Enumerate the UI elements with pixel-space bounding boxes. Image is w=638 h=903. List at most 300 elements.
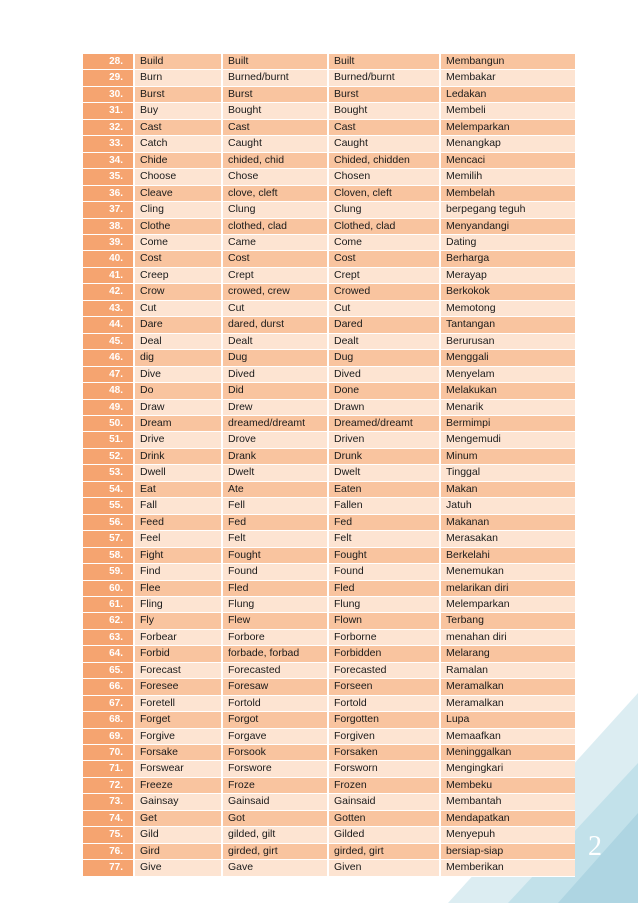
row-number-cell: 35.: [83, 169, 133, 185]
table-row: [83, 416, 575, 432]
table-row: [83, 301, 575, 317]
row-number-cell: 42.: [83, 284, 133, 300]
past-simple-cell: Fed: [223, 515, 327, 531]
row-number-cell: 75.: [83, 827, 133, 843]
row-number-cell: 41.: [83, 268, 133, 284]
past-simple-cell: Clung: [223, 202, 327, 218]
row-number-cell: 61.: [83, 597, 133, 613]
row-number-cell: 56.: [83, 515, 133, 531]
past-simple-cell: Fought: [223, 548, 327, 564]
translation-cell: Memberikan: [441, 860, 575, 876]
base-form-cell: Cleave: [135, 186, 221, 202]
past-participle-cell: Drawn: [329, 400, 439, 416]
table-row: [83, 844, 575, 860]
row-number-cell: 53.: [83, 465, 133, 481]
table-row: [83, 761, 575, 777]
past-simple-cell: Got: [223, 811, 327, 827]
translation-cell: Merayap: [441, 268, 575, 284]
past-simple-cell: Foresaw: [223, 679, 327, 695]
row-number-cell: 46.: [83, 350, 133, 366]
base-form-cell: Crow: [135, 284, 221, 300]
row-number-cell: 52.: [83, 449, 133, 465]
past-simple-cell: Forgot: [223, 712, 327, 728]
past-simple-cell: chided, chid: [223, 153, 327, 169]
base-form-cell: Give: [135, 860, 221, 876]
table-row: [83, 153, 575, 169]
past-simple-cell: Ate: [223, 482, 327, 498]
past-participle-cell: Forsaken: [329, 745, 439, 761]
past-simple-cell: Built: [223, 54, 327, 70]
past-participle-cell: Forborne: [329, 630, 439, 646]
translation-cell: bersiap-siap: [441, 844, 575, 860]
table-row: [83, 515, 575, 531]
base-form-cell: Burn: [135, 70, 221, 86]
past-simple-cell: Burst: [223, 87, 327, 103]
translation-cell: Terbang: [441, 613, 575, 629]
table-row: [83, 70, 575, 86]
table-row: [83, 202, 575, 218]
past-participle-cell: Crept: [329, 268, 439, 284]
row-number-cell: 65.: [83, 663, 133, 679]
base-form-cell: Fling: [135, 597, 221, 613]
past-participle-cell: Clung: [329, 202, 439, 218]
past-participle-cell: Eaten: [329, 482, 439, 498]
past-participle-cell: Frozen: [329, 778, 439, 794]
translation-cell: Bermimpi: [441, 416, 575, 432]
past-participle-cell: Forseen: [329, 679, 439, 695]
past-simple-cell: Found: [223, 564, 327, 580]
row-number-cell: 37.: [83, 202, 133, 218]
base-form-cell: Dive: [135, 367, 221, 383]
past-participle-cell: Built: [329, 54, 439, 70]
past-simple-cell: clove, cleft: [223, 186, 327, 202]
row-number-cell: 68.: [83, 712, 133, 728]
base-form-cell: Fight: [135, 548, 221, 564]
past-participle-cell: Cloven, cleft: [329, 186, 439, 202]
row-number-cell: 39.: [83, 235, 133, 251]
table-row: [83, 54, 575, 70]
translation-cell: Menyepuh: [441, 827, 575, 843]
table-row: [83, 613, 575, 629]
translation-cell: Berharga: [441, 251, 575, 267]
row-number-cell: 60.: [83, 581, 133, 597]
row-number-cell: 66.: [83, 679, 133, 695]
row-number-cell: 43.: [83, 301, 133, 317]
past-participle-cell: girded, girt: [329, 844, 439, 860]
past-participle-cell: Forgiven: [329, 729, 439, 745]
base-form-cell: Forgive: [135, 729, 221, 745]
table-row: [83, 531, 575, 547]
translation-cell: Memilih: [441, 169, 575, 185]
base-form-cell: Gainsay: [135, 794, 221, 810]
translation-cell: Melakukan: [441, 383, 575, 399]
row-number-cell: 55.: [83, 498, 133, 514]
translation-cell: Ramalan: [441, 663, 575, 679]
past-participle-cell: Dwelt: [329, 465, 439, 481]
past-simple-cell: Did: [223, 383, 327, 399]
translation-cell: Memotong: [441, 301, 575, 317]
translation-cell: Menangkap: [441, 136, 575, 152]
translation-cell: Melemparkan: [441, 120, 575, 136]
table-row: [83, 581, 575, 597]
table-row: [83, 449, 575, 465]
past-simple-cell: Drew: [223, 400, 327, 416]
past-simple-cell: Dived: [223, 367, 327, 383]
row-number-cell: 31.: [83, 103, 133, 119]
past-simple-cell: Drank: [223, 449, 327, 465]
base-form-cell: Cost: [135, 251, 221, 267]
base-form-cell: Find: [135, 564, 221, 580]
row-number-cell: 76.: [83, 844, 133, 860]
table-row: [83, 383, 575, 399]
past-simple-cell: Gainsaid: [223, 794, 327, 810]
translation-cell: Memaafkan: [441, 729, 575, 745]
base-form-cell: Get: [135, 811, 221, 827]
translation-cell: Mencaci: [441, 153, 575, 169]
base-form-cell: Feel: [135, 531, 221, 547]
row-number-cell: 58.: [83, 548, 133, 564]
past-participle-cell: Felt: [329, 531, 439, 547]
table-row: [83, 400, 575, 416]
translation-cell: Membeku: [441, 778, 575, 794]
base-form-cell: Do: [135, 383, 221, 399]
translation-cell: berpegang teguh: [441, 202, 575, 218]
row-number-cell: 28.: [83, 54, 133, 70]
table-row: [83, 696, 575, 712]
past-participle-cell: Dealt: [329, 334, 439, 350]
table-row: [83, 663, 575, 679]
table-row: [83, 778, 575, 794]
translation-cell: Mengingkari: [441, 761, 575, 777]
table-row: [83, 169, 575, 185]
base-form-cell: Dwell: [135, 465, 221, 481]
row-number-cell: 30.: [83, 87, 133, 103]
base-form-cell: Feed: [135, 515, 221, 531]
past-simple-cell: Drove: [223, 432, 327, 448]
past-simple-cell: Dwelt: [223, 465, 327, 481]
table-row: [83, 284, 575, 300]
translation-cell: melarikan diri: [441, 581, 575, 597]
translation-cell: menahan diri: [441, 630, 575, 646]
past-simple-cell: Fled: [223, 581, 327, 597]
base-form-cell: Eat: [135, 482, 221, 498]
table-row: [83, 729, 575, 745]
table-row: [83, 745, 575, 761]
past-simple-cell: Dug: [223, 350, 327, 366]
base-form-cell: Freeze: [135, 778, 221, 794]
base-form-cell: Catch: [135, 136, 221, 152]
row-number-cell: 70.: [83, 745, 133, 761]
translation-cell: Menemukan: [441, 564, 575, 580]
row-number-cell: 74.: [83, 811, 133, 827]
translation-cell: Makan: [441, 482, 575, 498]
row-number-cell: 29.: [83, 70, 133, 86]
past-simple-cell: Forswore: [223, 761, 327, 777]
table-row: [83, 103, 575, 119]
past-participle-cell: Forbidden: [329, 646, 439, 662]
table-row: [83, 136, 575, 152]
row-number-cell: 50.: [83, 416, 133, 432]
past-participle-cell: Forecasted: [329, 663, 439, 679]
table-row: [83, 317, 575, 333]
row-number-cell: 59.: [83, 564, 133, 580]
table-row: [83, 367, 575, 383]
translation-cell: Menyelam: [441, 367, 575, 383]
table-row: [83, 465, 575, 481]
past-simple-cell: Dealt: [223, 334, 327, 350]
row-number-cell: 62.: [83, 613, 133, 629]
past-participle-cell: Forgotten: [329, 712, 439, 728]
table-row: [83, 482, 575, 498]
base-form-cell: Gild: [135, 827, 221, 843]
table-row: [83, 120, 575, 136]
past-simple-cell: Fell: [223, 498, 327, 514]
table-row: [83, 186, 575, 202]
past-simple-cell: Froze: [223, 778, 327, 794]
base-form-cell: Choose: [135, 169, 221, 185]
base-form-cell: Forsake: [135, 745, 221, 761]
past-participle-cell: Clothed, clad: [329, 219, 439, 235]
translation-cell: Berkokok: [441, 284, 575, 300]
translation-cell: Ledakan: [441, 87, 575, 103]
base-form-cell: dig: [135, 350, 221, 366]
past-participle-cell: Dug: [329, 350, 439, 366]
past-participle-cell: Cast: [329, 120, 439, 136]
row-number-cell: 48.: [83, 383, 133, 399]
past-simple-cell: gilded, gilt: [223, 827, 327, 843]
base-form-cell: Cling: [135, 202, 221, 218]
past-participle-cell: Driven: [329, 432, 439, 448]
past-participle-cell: Fallen: [329, 498, 439, 514]
past-participle-cell: Flung: [329, 597, 439, 613]
base-form-cell: Cut: [135, 301, 221, 317]
translation-cell: Membeli: [441, 103, 575, 119]
past-participle-cell: Gainsaid: [329, 794, 439, 810]
base-form-cell: Dream: [135, 416, 221, 432]
table-row: [83, 827, 575, 843]
past-participle-cell: Gilded: [329, 827, 439, 843]
base-form-cell: Cast: [135, 120, 221, 136]
row-number-cell: 45.: [83, 334, 133, 350]
translation-cell: Meramalkan: [441, 679, 575, 695]
base-form-cell: Chide: [135, 153, 221, 169]
past-simple-cell: Cast: [223, 120, 327, 136]
past-simple-cell: Felt: [223, 531, 327, 547]
translation-cell: Melemparkan: [441, 597, 575, 613]
row-number-cell: 33.: [83, 136, 133, 152]
past-simple-cell: Gave: [223, 860, 327, 876]
table-row: [83, 597, 575, 613]
base-form-cell: Clothe: [135, 219, 221, 235]
table-row: [83, 251, 575, 267]
row-number-cell: 72.: [83, 778, 133, 794]
base-form-cell: Build: [135, 54, 221, 70]
base-form-cell: Foresee: [135, 679, 221, 695]
past-participle-cell: Given: [329, 860, 439, 876]
past-simple-cell: forbade, forbad: [223, 646, 327, 662]
past-participle-cell: Fought: [329, 548, 439, 564]
table-row: [83, 630, 575, 646]
past-simple-cell: Cost: [223, 251, 327, 267]
table-row: [83, 334, 575, 350]
past-participle-cell: Found: [329, 564, 439, 580]
base-form-cell: Forget: [135, 712, 221, 728]
past-participle-cell: Cost: [329, 251, 439, 267]
page-number: 2: [588, 831, 602, 862]
table-row: [83, 268, 575, 284]
row-number-cell: 63.: [83, 630, 133, 646]
row-number-cell: 47.: [83, 367, 133, 383]
table-row: [83, 219, 575, 235]
table-row: [83, 432, 575, 448]
past-participle-cell: Cut: [329, 301, 439, 317]
row-number-cell: 32.: [83, 120, 133, 136]
table-row: [83, 350, 575, 366]
row-number-cell: 77.: [83, 860, 133, 876]
past-participle-cell: Fed: [329, 515, 439, 531]
past-participle-cell: Bought: [329, 103, 439, 119]
translation-cell: Tinggal: [441, 465, 575, 481]
translation-cell: Minum: [441, 449, 575, 465]
row-number-cell: 71.: [83, 761, 133, 777]
row-number-cell: 57.: [83, 531, 133, 547]
base-form-cell: Foretell: [135, 696, 221, 712]
row-number-cell: 49.: [83, 400, 133, 416]
base-form-cell: Forswear: [135, 761, 221, 777]
past-simple-cell: dreamed/dreamt: [223, 416, 327, 432]
row-number-cell: 64.: [83, 646, 133, 662]
past-participle-cell: Crowed: [329, 284, 439, 300]
translation-cell: Meninggalkan: [441, 745, 575, 761]
past-simple-cell: Crept: [223, 268, 327, 284]
translation-cell: Lupa: [441, 712, 575, 728]
table-row: [83, 235, 575, 251]
past-simple-cell: Forsook: [223, 745, 327, 761]
translation-cell: Membakar: [441, 70, 575, 86]
past-participle-cell: Chosen: [329, 169, 439, 185]
row-number-cell: 38.: [83, 219, 133, 235]
table-row: [83, 811, 575, 827]
past-participle-cell: Burst: [329, 87, 439, 103]
translation-cell: Menggali: [441, 350, 575, 366]
past-simple-cell: Forecasted: [223, 663, 327, 679]
row-number-cell: 54.: [83, 482, 133, 498]
past-simple-cell: Chose: [223, 169, 327, 185]
base-form-cell: Come: [135, 235, 221, 251]
table-row: [83, 548, 575, 564]
translation-cell: Melarang: [441, 646, 575, 662]
row-number-cell: 51.: [83, 432, 133, 448]
table-row: [83, 564, 575, 580]
translation-cell: Membangun: [441, 54, 575, 70]
translation-cell: Dating: [441, 235, 575, 251]
irregular-verbs-table: [83, 54, 574, 877]
base-form-cell: Drink: [135, 449, 221, 465]
table-row: [83, 679, 575, 695]
past-simple-cell: Burned/burnt: [223, 70, 327, 86]
past-participle-cell: Drunk: [329, 449, 439, 465]
past-participle-cell: Chided, chidden: [329, 153, 439, 169]
table-row: [83, 860, 575, 876]
past-simple-cell: Forbore: [223, 630, 327, 646]
translation-cell: Jatuh: [441, 498, 575, 514]
past-participle-cell: Gotten: [329, 811, 439, 827]
base-form-cell: Forbear: [135, 630, 221, 646]
base-form-cell: Forbid: [135, 646, 221, 662]
base-form-cell: Draw: [135, 400, 221, 416]
past-simple-cell: Forgave: [223, 729, 327, 745]
base-form-cell: Dare: [135, 317, 221, 333]
table-row: [83, 646, 575, 662]
past-simple-cell: Flung: [223, 597, 327, 613]
translation-cell: Tantangan: [441, 317, 575, 333]
past-participle-cell: Dived: [329, 367, 439, 383]
base-form-cell: Forecast: [135, 663, 221, 679]
base-form-cell: Drive: [135, 432, 221, 448]
past-simple-cell: crowed, crew: [223, 284, 327, 300]
base-form-cell: Burst: [135, 87, 221, 103]
row-number-cell: 73.: [83, 794, 133, 810]
translation-cell: Menyandangi: [441, 219, 575, 235]
past-simple-cell: girded, girt: [223, 844, 327, 860]
translation-cell: Berkelahi: [441, 548, 575, 564]
table-row: [83, 87, 575, 103]
base-form-cell: Gird: [135, 844, 221, 860]
past-simple-cell: dared, durst: [223, 317, 327, 333]
row-number-cell: 34.: [83, 153, 133, 169]
base-form-cell: Buy: [135, 103, 221, 119]
table-row: [83, 498, 575, 514]
translation-cell: Mendapatkan: [441, 811, 575, 827]
past-participle-cell: Dreamed/dreamt: [329, 416, 439, 432]
table-row: [83, 712, 575, 728]
row-number-cell: 44.: [83, 317, 133, 333]
row-number-cell: 36.: [83, 186, 133, 202]
past-participle-cell: Done: [329, 383, 439, 399]
past-participle-cell: Burned/burnt: [329, 70, 439, 86]
table-row: [83, 794, 575, 810]
past-participle-cell: Fled: [329, 581, 439, 597]
past-participle-cell: Come: [329, 235, 439, 251]
past-simple-cell: Bought: [223, 103, 327, 119]
row-number-cell: 40.: [83, 251, 133, 267]
past-participle-cell: Fortold: [329, 696, 439, 712]
past-simple-cell: Fortold: [223, 696, 327, 712]
past-simple-cell: Flew: [223, 613, 327, 629]
base-form-cell: Flee: [135, 581, 221, 597]
translation-cell: Membantah: [441, 794, 575, 810]
translation-cell: Meramalkan: [441, 696, 575, 712]
past-participle-cell: Dared: [329, 317, 439, 333]
past-simple-cell: clothed, clad: [223, 219, 327, 235]
past-participle-cell: Forsworn: [329, 761, 439, 777]
translation-cell: Membelah: [441, 186, 575, 202]
past-simple-cell: Cut: [223, 301, 327, 317]
base-form-cell: Deal: [135, 334, 221, 350]
translation-cell: Mengemudi: [441, 432, 575, 448]
past-participle-cell: Caught: [329, 136, 439, 152]
translation-cell: Berurusan: [441, 334, 575, 350]
base-form-cell: Fly: [135, 613, 221, 629]
past-simple-cell: Came: [223, 235, 327, 251]
past-simple-cell: Caught: [223, 136, 327, 152]
translation-cell: Menarik: [441, 400, 575, 416]
translation-cell: Makanan: [441, 515, 575, 531]
base-form-cell: Creep: [135, 268, 221, 284]
translation-cell: Merasakan: [441, 531, 575, 547]
past-participle-cell: Flown: [329, 613, 439, 629]
row-number-cell: 67.: [83, 696, 133, 712]
